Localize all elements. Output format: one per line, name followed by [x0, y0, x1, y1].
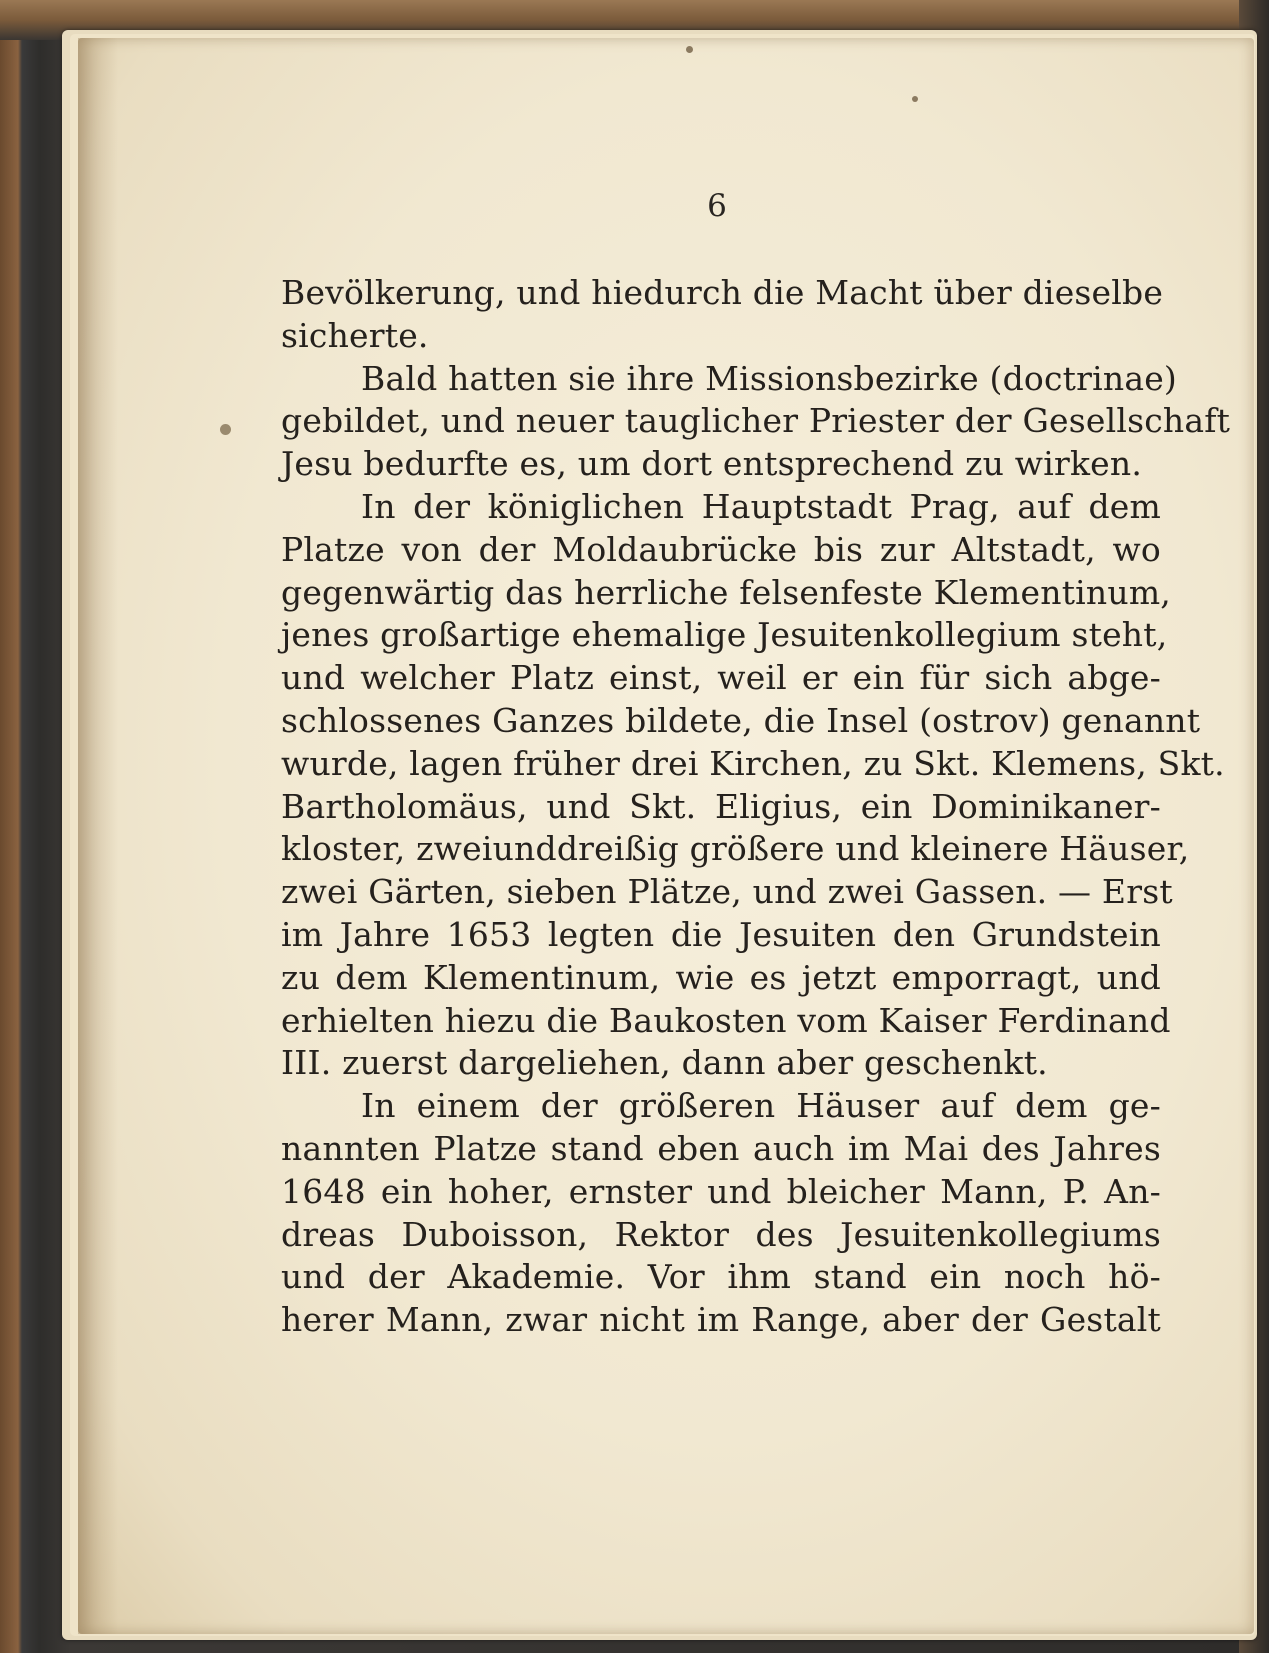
- page-number: 6: [707, 188, 727, 224]
- text-line: gegenwärtig das herrliche felsenfeste Klementinum,: [281, 572, 1171, 612]
- text-line: gebildet, und neuer tauglicher Priester der Gesellschaft: [281, 401, 1231, 441]
- text-line: jenes großartige ehemalige Jesuitenkollegium steht,: [281, 615, 1168, 655]
- text-line: In einem der größeren Häuser auf dem ge-: [361, 1086, 1161, 1126]
- text-line: Jesu bedurfte es, um dort entsprechend zu wirken.: [281, 444, 1143, 484]
- text-line: kloster, zweiunddreißig größere und kleinere Häuser,: [281, 829, 1190, 869]
- text-line: Bald hatten sie ihre Missionsbezirke (doctrinae): [361, 358, 1178, 398]
- text-line: erhielten hiezu die Baukosten vom Kaiser Ferdinand: [281, 1000, 1171, 1040]
- text-line: und welcher Platz einst, weil er ein für sich abge-: [281, 658, 1161, 698]
- text-line: Bevölkerung, und hiedurch die Macht über dieselbe: [281, 273, 1164, 312]
- foxing-spot: [220, 424, 231, 435]
- text-line: sicherte.: [281, 315, 429, 355]
- text-line: zwei Gärten, sieben Plätze, und zwei Gassen. — Erst: [281, 872, 1173, 912]
- text-line: schlossenes Ganzes bildete, die Insel (ostrov) genannt: [281, 700, 1201, 740]
- text-line: 1648 ein hoher, ernster und bleicher Mann, P. An-: [281, 1171, 1161, 1211]
- foxing-spot: [686, 46, 693, 53]
- text-line: dreas Duboisson, Rektor des Jesuitenkollegiums: [281, 1214, 1161, 1254]
- text-line: im Jahre 1653 legten die Jesuiten den Grundstein: [281, 914, 1161, 954]
- text-line: III. zuerst dargeliehen, dann aber geschenkt.: [281, 1043, 1048, 1083]
- text-line: zu dem Klementinum, wie es jetzt emporragt, und: [281, 957, 1161, 997]
- text-line: In der königlichen Hauptstadt Prag, auf dem: [361, 486, 1161, 526]
- text-line: Bartholomäus, und Skt. Eligius, ein Dominikaner-: [281, 786, 1161, 826]
- text-line: nannten Platze stand eben auch im Mai des Jahres: [281, 1128, 1161, 1168]
- text-line: und der Akademie. Vor ihm stand ein noch hö-: [281, 1257, 1161, 1297]
- foxing-spot: [912, 96, 918, 102]
- body-text: [281, 272, 1231, 1342]
- text-line: Platze von der Moldaubrücke bis zur Altstadt, wo: [281, 529, 1161, 569]
- text-line: herer Mann, zwar nicht im Range, aber der Gestalt: [281, 1300, 1161, 1340]
- text-line: wurde, lagen früher drei Kirchen, zu Skt. Klemens, Skt.: [281, 743, 1225, 783]
